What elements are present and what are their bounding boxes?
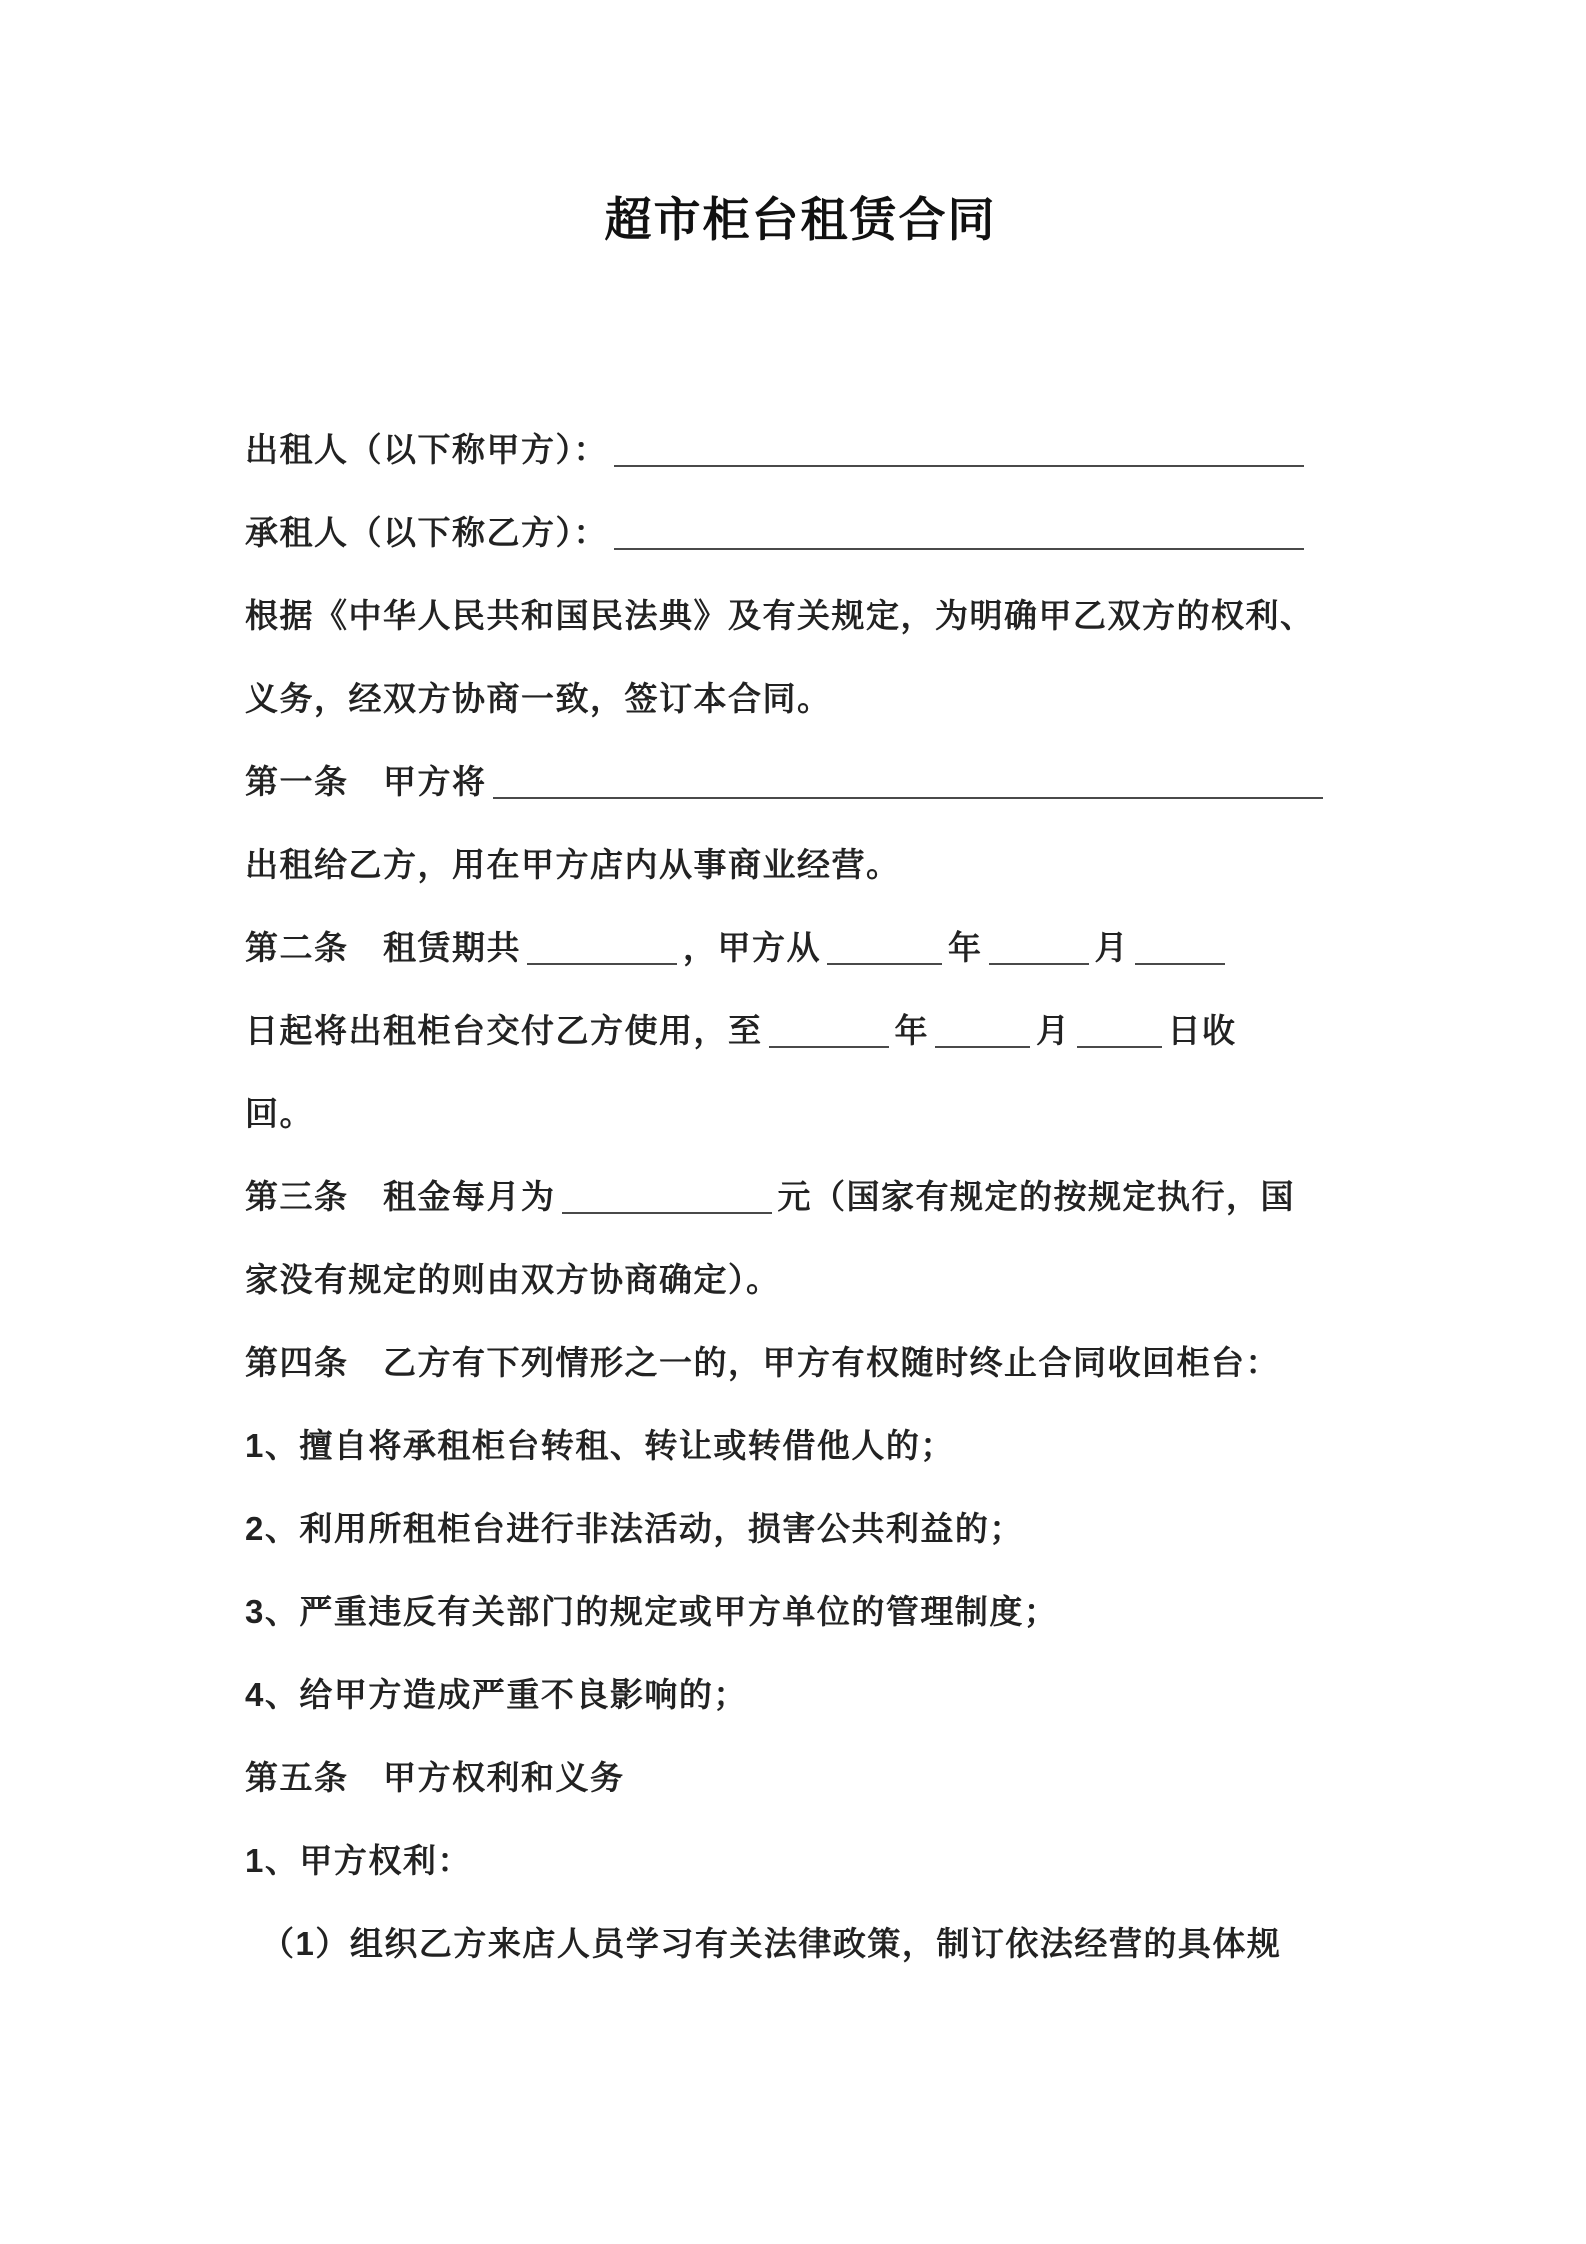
article-5-heading bbox=[245, 1736, 1356, 1819]
text-segment: 第一条 甲方将 bbox=[245, 763, 487, 800]
text-segment: 元（国家有规定的按规定执行，国 bbox=[777, 1178, 1295, 1215]
text-segment: 日起将出租柜台交付乙方使用，至 bbox=[245, 1012, 763, 1049]
article-4-line-1 bbox=[245, 1321, 1356, 1404]
text-segment: 第三条 租金每月为 bbox=[245, 1178, 556, 1215]
text-segment: 义务，经双方协商一致，签订本合同。 bbox=[245, 680, 832, 717]
preamble-line-2 bbox=[245, 657, 1356, 740]
article-3-line-2 bbox=[245, 1238, 1356, 1321]
document-body bbox=[245, 408, 1356, 1985]
fill-in-blank bbox=[989, 933, 1089, 965]
fill-in-blank bbox=[1135, 933, 1225, 965]
text-segment: 年 bbox=[948, 929, 983, 966]
text-segment: 根据《中华人民共和国民法典》及有关规定，为明确甲乙双方的权利、 bbox=[245, 597, 1315, 634]
fill-in-blank bbox=[827, 933, 942, 965]
text-segment: 2、利用所租柜台进行非法活动，损害公共利益的； bbox=[245, 1510, 1024, 1547]
text-segment: （1）组织乙方来店人员学习有关法律政策，制订依法经营的具体规 bbox=[261, 1925, 1282, 1962]
preamble-line-1 bbox=[245, 574, 1356, 657]
article-4-item-3 bbox=[245, 1570, 1356, 1653]
text-segment: 出租给乙方，用在甲方店内从事商业经营。 bbox=[245, 846, 901, 883]
document-title: 超市柜台租赁合同 bbox=[604, 193, 997, 246]
fill-in-blank bbox=[614, 435, 1304, 467]
fill-in-blank bbox=[614, 518, 1304, 550]
text-segment: 日收 bbox=[1167, 1012, 1237, 1049]
fill-in-blank bbox=[562, 1182, 772, 1214]
text-segment: 4、给甲方造成严重不良影响的； bbox=[245, 1676, 748, 1713]
fill-in-blank bbox=[527, 933, 677, 965]
lessor-line bbox=[245, 408, 1356, 491]
article-5-item-1 bbox=[245, 1819, 1356, 1902]
text-segment: 第四条 乙方有下列情形之一的，甲方有权随时终止合同收回柜台： bbox=[245, 1344, 1280, 1381]
fill-in-blank bbox=[769, 1016, 889, 1048]
article-1-line-1 bbox=[245, 740, 1356, 823]
article-4-item-1 bbox=[245, 1404, 1356, 1487]
text-segment: 回。 bbox=[245, 1095, 314, 1132]
text-segment: 年 bbox=[894, 1012, 929, 1049]
text-segment: 3、严重违反有关部门的规定或甲方单位的管理制度； bbox=[245, 1593, 1059, 1630]
fill-in-blank bbox=[1077, 1016, 1162, 1048]
text-segment: 承租人（以下称乙方）： bbox=[245, 514, 608, 551]
text-segment: ，甲方从 bbox=[683, 929, 821, 966]
article-2-line-1 bbox=[245, 906, 1356, 989]
article-2-line-2 bbox=[245, 989, 1356, 1072]
text-segment: 月 bbox=[1036, 1012, 1071, 1049]
article-4-item-2 bbox=[245, 1487, 1356, 1570]
fill-in-blank bbox=[935, 1016, 1030, 1048]
fill-in-blank bbox=[493, 767, 1323, 799]
article-5-item-1-sub-1 bbox=[245, 1902, 1356, 1985]
article-1-line-2 bbox=[245, 823, 1356, 906]
text-segment: 1、擅自将承租柜台转租、转让或转借他人的； bbox=[245, 1427, 955, 1464]
article-4-item-4 bbox=[245, 1653, 1356, 1736]
text-segment: 第二条 租赁期共 bbox=[245, 929, 521, 966]
article-2-line-3 bbox=[245, 1072, 1356, 1155]
text-segment: 1、甲方权利： bbox=[245, 1842, 472, 1879]
text-segment: 家没有规定的则由双方协商确定）。 bbox=[245, 1261, 781, 1298]
text-segment: 月 bbox=[1094, 929, 1129, 966]
text-segment: 第五条 甲方权利和义务 bbox=[245, 1759, 625, 1796]
lessee-line bbox=[245, 491, 1356, 574]
text-segment: 出租人（以下称甲方）： bbox=[245, 431, 608, 468]
article-3-line-1 bbox=[245, 1155, 1356, 1238]
